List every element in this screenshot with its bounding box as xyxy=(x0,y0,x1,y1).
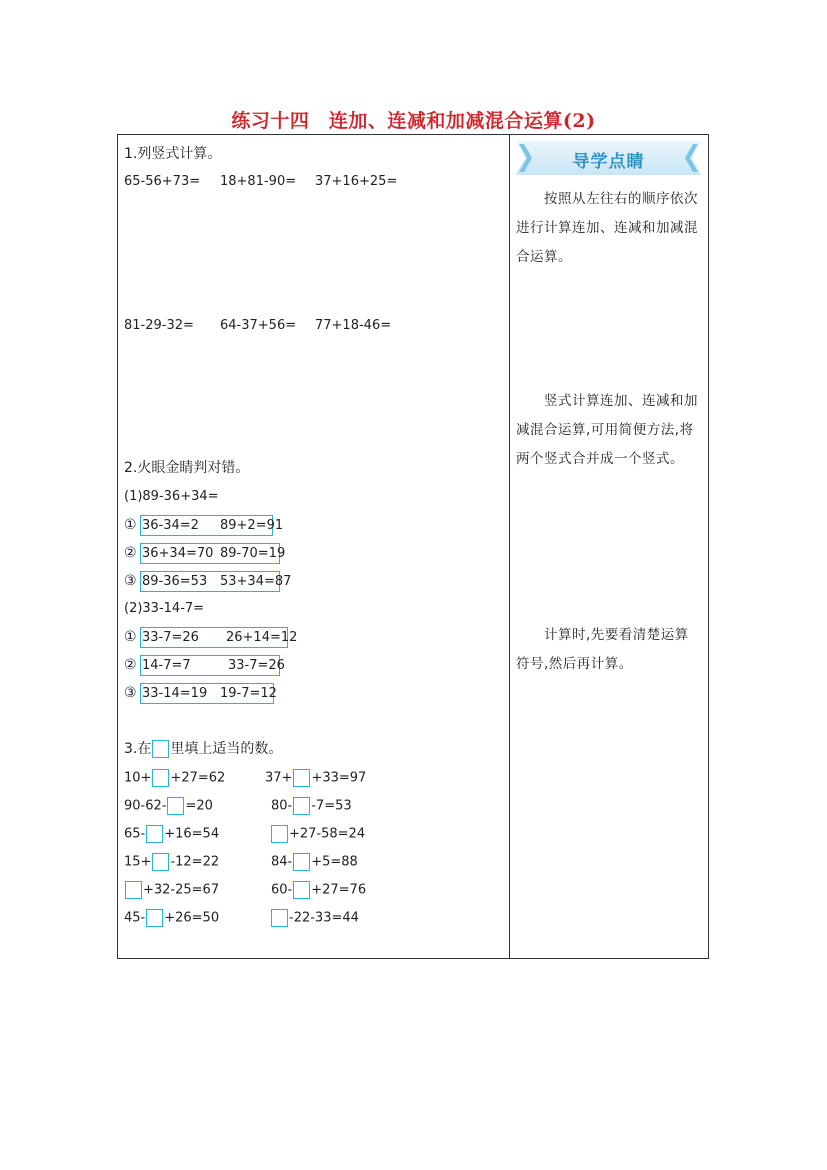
fill-problem: 60- +27=76 xyxy=(271,882,367,898)
fill-problem: 10+ +27=62 xyxy=(124,770,226,786)
option-step-b: 53+34=87 xyxy=(220,574,292,589)
problem-1-1: 65-56+73= xyxy=(124,174,201,189)
option-mark: ③ xyxy=(124,685,137,701)
blank-input[interactable] xyxy=(152,769,169,787)
blank-input[interactable] xyxy=(271,825,288,843)
fill-problem: 65- +16=54 xyxy=(124,826,220,842)
option-mark: ① xyxy=(124,517,137,533)
option-step-a: 33-7=26 xyxy=(142,630,199,645)
fill-problem: 80- -7=53 xyxy=(271,798,352,814)
option-step-b: 19-7=12 xyxy=(220,686,277,701)
section2-heading: 2.火眼金睛判对错。 xyxy=(124,460,250,476)
blank-input[interactable] xyxy=(146,825,163,843)
option-step-a: 36+34=70 xyxy=(142,546,214,561)
fill-problem: 90-62- =20 xyxy=(124,798,213,814)
guide-column xyxy=(510,135,708,958)
option-step-b: 89+2=91 xyxy=(220,518,284,533)
problem-1-5: 64-37+56= xyxy=(220,318,297,333)
fill-problem: +27-58=24 xyxy=(270,825,365,844)
guide-tip-3: 计算时,先要看清楚运算符号,然后再计算。 xyxy=(516,627,689,672)
section3-heading: 3.在 里填上适当的数。 xyxy=(124,741,283,757)
option-step-a: 36-34=2 xyxy=(142,518,199,533)
fill-problem: 84- +5=88 xyxy=(271,854,358,870)
guide-banner xyxy=(516,141,701,175)
blank-input[interactable] xyxy=(125,881,142,899)
option-mark: ② xyxy=(124,545,137,561)
problem-1-6: 77+18-46= xyxy=(315,318,392,333)
fill-problem: 15+ -12=22 xyxy=(124,854,220,870)
problem-1-2: 18+81-90= xyxy=(220,174,297,189)
option-mark: ② xyxy=(124,657,137,673)
fill-problem: 37+ +33=97 xyxy=(265,770,367,786)
blank-input[interactable] xyxy=(167,797,184,815)
option-step-b: 89-70=19 xyxy=(220,546,286,561)
option-step-b: 26+14=12 xyxy=(226,630,298,645)
blank-input[interactable] xyxy=(146,909,163,927)
exercise-table xyxy=(117,134,709,959)
guide-tip-2: 竖式计算连加、连减和加减混合运算,可用简便方法,将两个竖式合并成一个竖式。 xyxy=(516,393,698,467)
exercise-column xyxy=(118,135,509,958)
blank-input[interactable] xyxy=(271,909,288,927)
blank-input[interactable] xyxy=(293,853,310,871)
fill-problem: -22-33=44 xyxy=(270,909,359,928)
blank-input[interactable] xyxy=(293,797,310,815)
problem-1-4: 81-29-32= xyxy=(124,318,194,333)
blank-input[interactable] xyxy=(152,853,169,871)
fill-problem: 45- +26=50 xyxy=(124,910,220,926)
option-step-a: 14-7=7 xyxy=(142,658,191,673)
option-step-b: 33-7=26 xyxy=(228,658,285,673)
guide-tip-1: 按照从左往右的顺序依次进行计算连加、连减和加减混合运算。 xyxy=(516,191,698,265)
problem-1-3: 37+16+25= xyxy=(315,174,398,189)
guide-banner-title: 导学点睛 xyxy=(572,152,645,172)
section1-heading: 1.列竖式计算。 xyxy=(124,146,222,162)
question-2-2: (2)33-14-7= xyxy=(124,601,205,616)
option-mark: ③ xyxy=(124,573,137,589)
blank-input[interactable] xyxy=(293,769,310,787)
fill-problem: +32-25=67 xyxy=(124,881,219,900)
page-title: 练习十四 连加、连减和加减混合运算(2) xyxy=(231,110,596,132)
blank-input[interactable] xyxy=(293,881,310,899)
option-mark: ① xyxy=(124,629,137,645)
option-step-a: 89-36=53 xyxy=(142,574,208,589)
blank-box xyxy=(152,740,169,758)
question-2-1: (1)89-36+34= xyxy=(124,489,219,504)
option-step-a: 33-14=19 xyxy=(142,686,208,701)
